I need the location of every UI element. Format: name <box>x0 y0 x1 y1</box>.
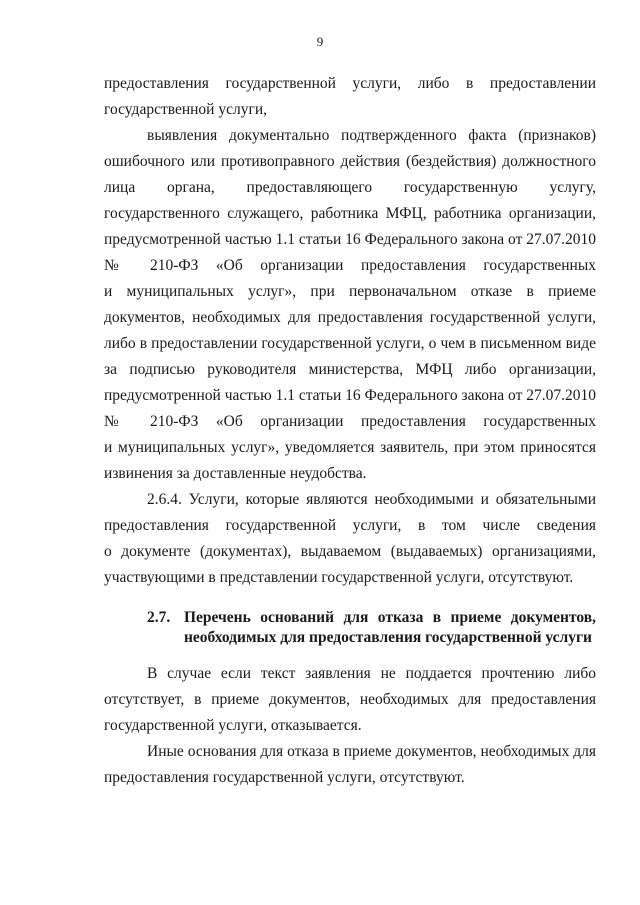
text-line: предоставления государственной услуги, отсутствуют. <box>104 769 465 786</box>
text-line: 2.6.4. Услуги, которые являются необходимыми и обязательными <box>147 491 596 508</box>
text-line: и муниципальных услуг», уведомляется заявитель, при этом приносятся <box>104 439 596 456</box>
text-line: выявления документально подтвержденного факта (признаков) <box>147 127 596 144</box>
text-line: извинения за доставленные неудобства. <box>104 465 367 482</box>
text-line: лица органа, предоставляющего государственную услугу, <box>104 179 596 196</box>
text-line: Иные основания для отказа в приеме документов, необходимых для <box>147 743 596 760</box>
section-title: Перечень оснований для отказа в приеме документов, <box>184 609 596 626</box>
text-line: предусмотренной частью 1.1 статьи 16 Федерального закона от 27.07.2010 <box>104 387 596 404</box>
text-line: предоставления государственной услуги, в том числе сведения <box>104 517 596 534</box>
text-line: о документе (документах), выдаваемом (выдаваемых) организациями, <box>104 543 596 560</box>
text-line: и муниципальных услуг», при первоначальном отказе в приеме <box>104 283 596 300</box>
text-line: государственного служащего, работника МФЦ, работника организации, <box>104 205 596 222</box>
text-line: предоставления государственной услуги, либо в предоставлении <box>104 75 596 92</box>
text-line: № 210-ФЗ «Об организации предоставления государственных <box>104 257 596 274</box>
text-line: государственной услуги, отказывается. <box>104 717 362 734</box>
text-line: В случае если текст заявления не поддается прочтению либо <box>147 665 596 682</box>
text-line: документов, необходимых для предоставления государственной услуги, <box>104 309 596 326</box>
text-line: предусмотренной частью 1.1 статьи 16 Федерального закона от 27.07.2010 <box>104 231 596 248</box>
text-line: участвующими в представлении государственной услуги, отсутствуют. <box>104 569 574 586</box>
text-line: № 210-ФЗ «Об организации предоставления государственных <box>104 413 596 430</box>
section-title: необходимых для предоставления государственной услуги <box>184 629 592 646</box>
text-line: отсутствует, в приеме документов, необходимых для предоставления <box>104 691 596 708</box>
text-line: за подписью руководителя министерства, МФЦ либо организации, <box>104 361 596 378</box>
text-line: либо в предоставлении государственной услуги, о чем в письменном виде <box>104 335 596 352</box>
page-number: 9 <box>316 34 324 49</box>
text-line: государственной услуги, <box>104 101 267 118</box>
text-line: ошибочного или противоправного действия (бездействия) должностного <box>104 153 596 170</box>
section-number: 2.7. <box>147 609 171 626</box>
